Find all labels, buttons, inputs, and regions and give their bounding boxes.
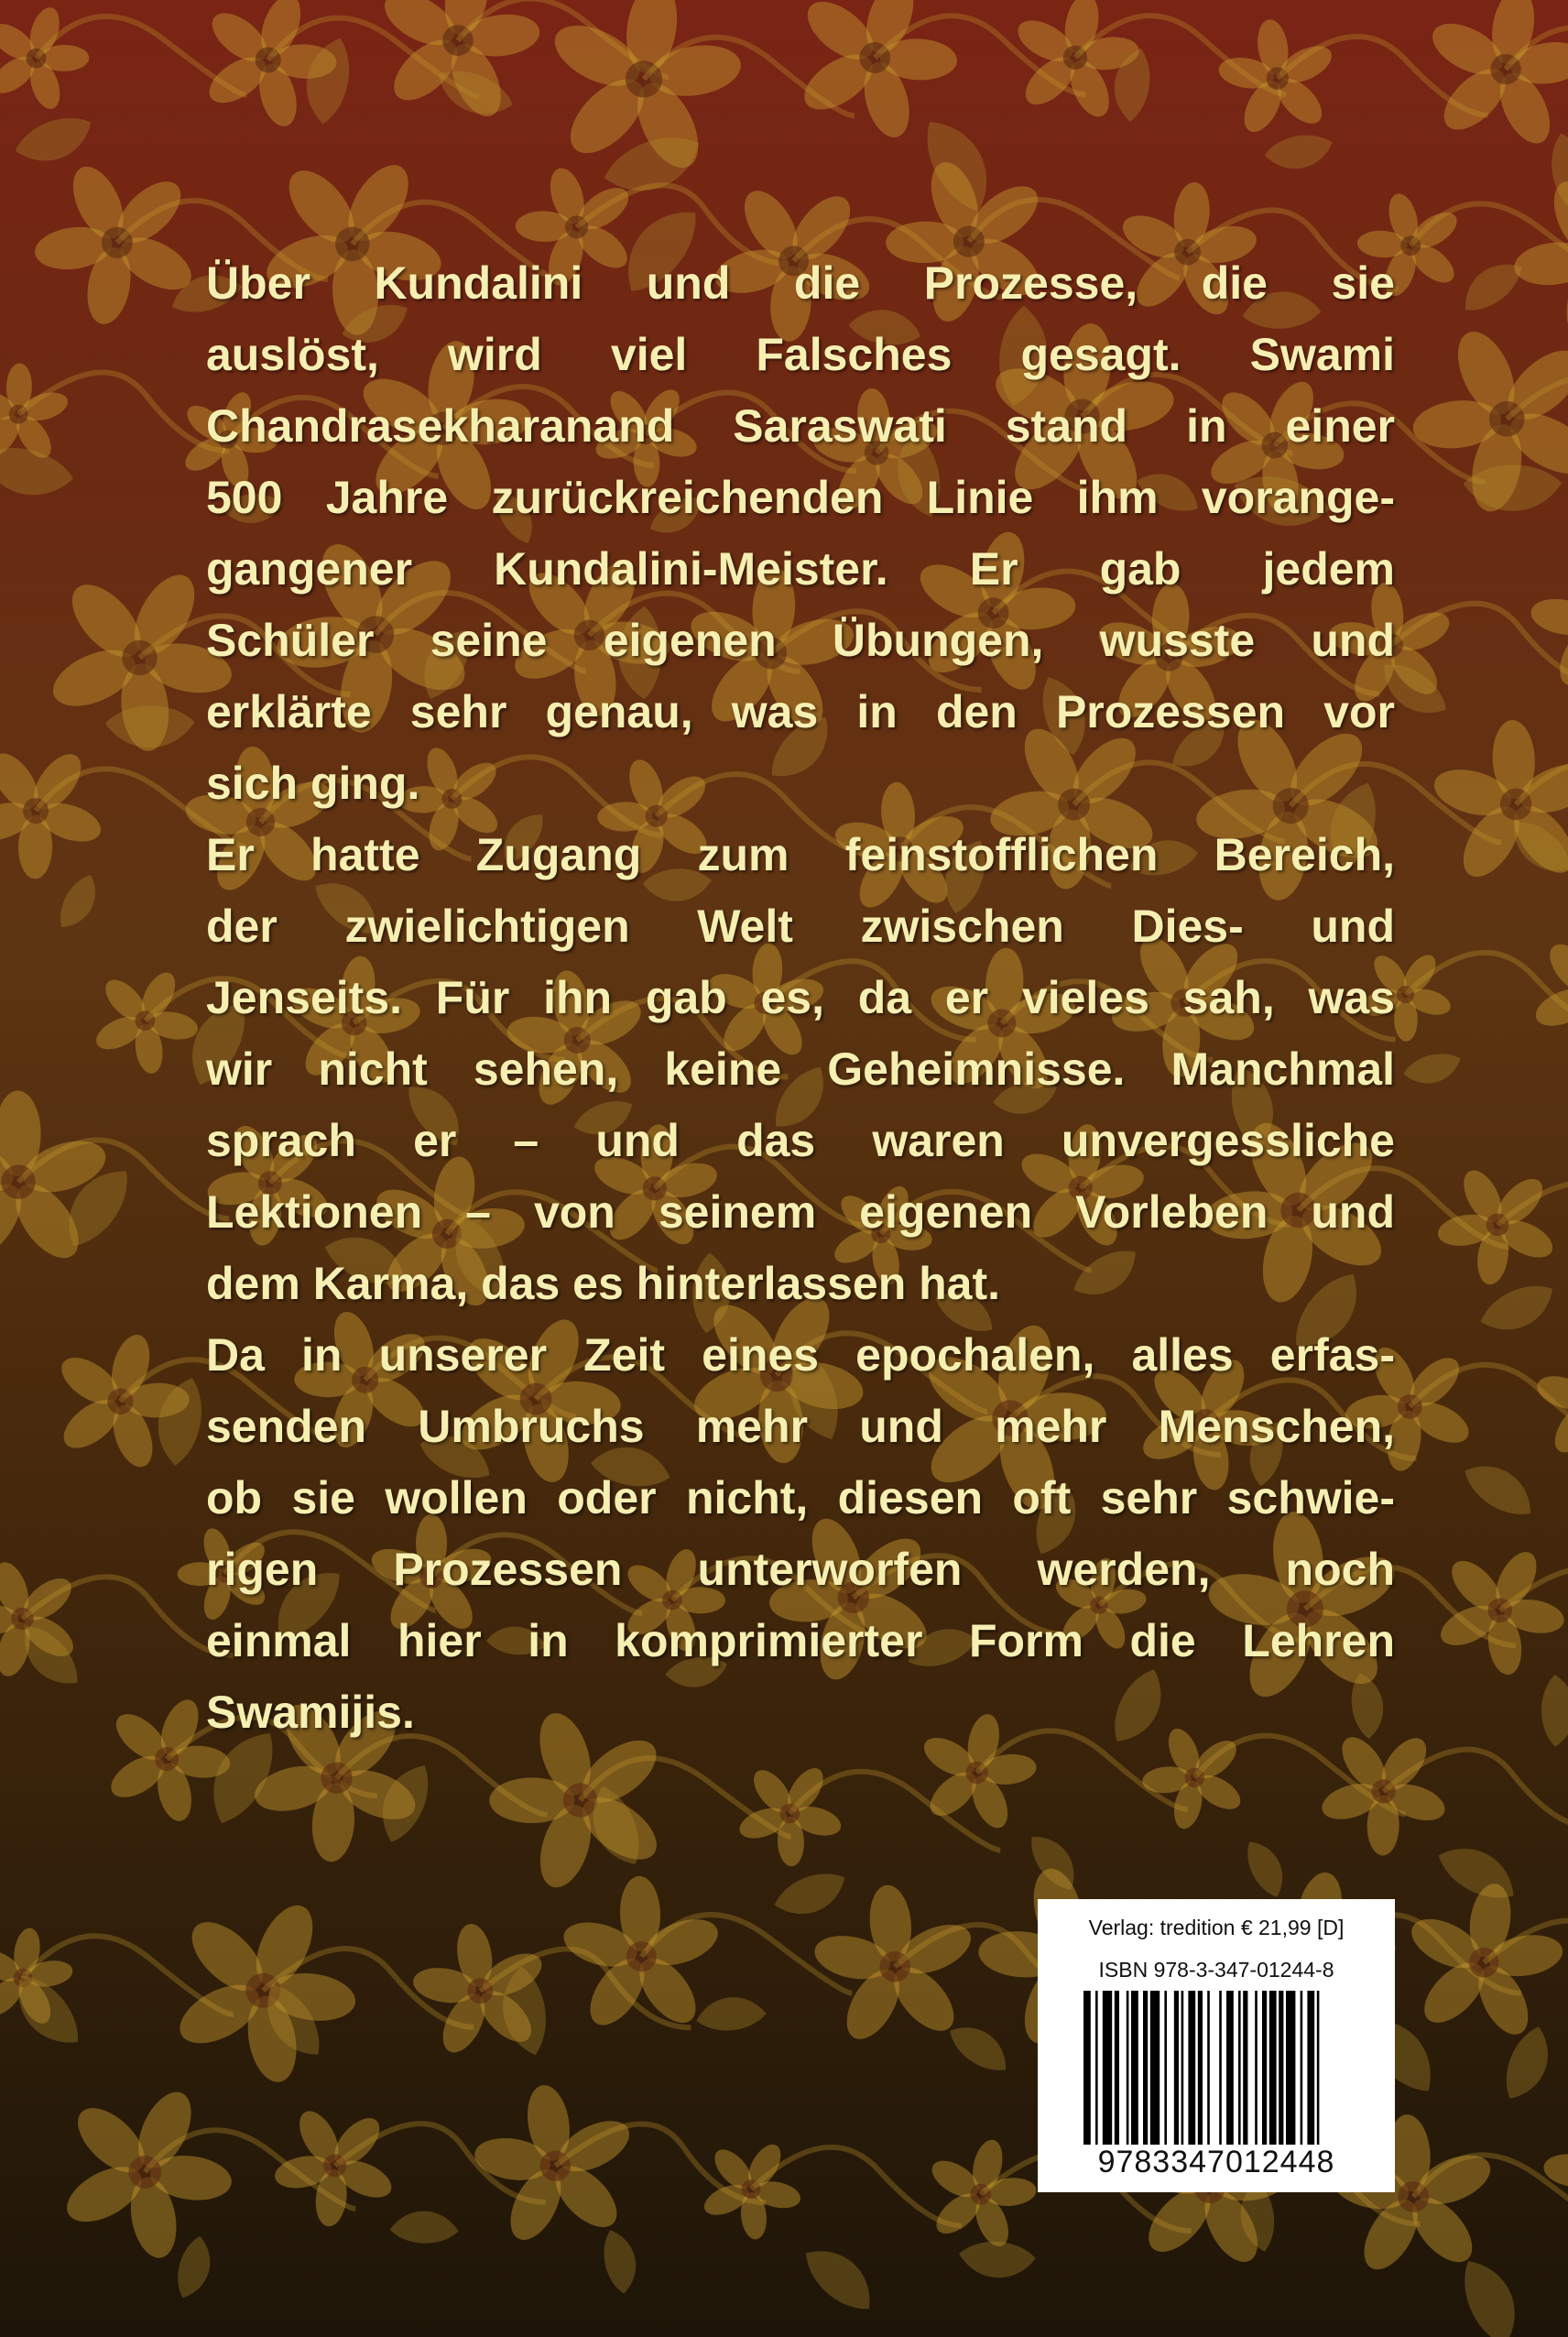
flower-ornament — [0, 715, 133, 905]
blurb-line: Chandrasekharanand Saraswati stand in einer — [206, 400, 1395, 452]
leaf-ornament — [942, 2015, 1017, 2080]
barcode-bar — [1226, 1991, 1234, 2145]
leaf-ornament — [1262, 130, 1336, 175]
leaf-ornament — [52, 869, 105, 935]
leaf-ornament — [958, 2239, 1037, 2279]
publisher-price: Verlag: tredition € 21,99 [D] — [1088, 1916, 1345, 1939]
leaf-ornament — [1497, 2021, 1559, 2106]
barcode-bar — [1301, 1991, 1303, 2145]
barcode-number: 9783347012448 — [1097, 2145, 1335, 2179]
blurb-line: gangener Kundalini-Meister. Er gab jedem — [206, 543, 1395, 595]
flower-ornament — [1410, 0, 1568, 160]
flower-ornament — [1412, 1522, 1568, 1697]
barcode-bar — [1207, 1991, 1210, 2145]
barcode-bar — [1269, 1991, 1277, 2145]
leaf-ornament — [105, 705, 195, 748]
leaf-ornament — [694, 1993, 768, 2034]
blurb-line: Er hatte Zugang zum feinstofflichen Bereich, — [206, 829, 1395, 880]
barcode-bar — [1255, 1991, 1258, 2145]
leaf-ornament — [769, 1864, 853, 1925]
barcode-bar — [1181, 1991, 1184, 2145]
leaf-ornament — [1541, 1675, 1568, 1747]
blurb-line: dem Karma, das es hinterlassen hat. — [206, 1258, 1001, 1309]
barcode-bar — [1103, 1991, 1112, 2145]
blurb-line: Lektionen – von seinem eigenen Vorleben und — [206, 1186, 1395, 1238]
blurb-line: 500 Jahre zurückreichenden Linie ihm vorange- — [206, 472, 1395, 523]
leaf-ornament — [1239, 1834, 1292, 1902]
blurb-line: Schüler seine eigenen Übungen, wusste und — [206, 615, 1395, 666]
barcode-bar — [1150, 1991, 1160, 2145]
blurb-line: senden Umbruchs mehr und mehr Menschen, — [206, 1401, 1395, 1452]
blurb-line: sich ging. — [206, 758, 420, 809]
leaf-ornament — [1400, 1048, 1465, 1090]
leaf-ornament — [598, 2226, 641, 2296]
flower-ornament — [359, 0, 557, 135]
barcode-bar — [1286, 1991, 1295, 2145]
barcode-bar — [1262, 1991, 1267, 2145]
blurb-line: Über Kundalini und die Prozesse, die sie — [206, 257, 1395, 309]
barcode-bar — [1219, 1991, 1222, 2145]
blurb-line: erklärte sehr genau, was in den Prozessen vor — [206, 686, 1395, 737]
flower-ornament — [1508, 907, 1568, 1079]
leaf-ornament — [10, 108, 99, 172]
blurb-line: sprach er – und das waren unvergessliche — [206, 1115, 1395, 1166]
blurb-line: Jenseits. Für ihn gab es, da er vieles sah, was — [206, 972, 1395, 1023]
blurb-line: rigen Prozessen unterworfen werden, noch — [206, 1544, 1395, 1595]
blurb-line: einmal hier in komprimierter Form die Lehren — [206, 1615, 1395, 1666]
blurb-line: Swamijis. — [206, 1687, 415, 1738]
leaf-ornament — [389, 2211, 459, 2244]
barcode-bar — [1317, 1991, 1320, 2145]
barcode-bar — [1115, 1991, 1119, 2145]
isbn-label: ISBN 978-3-347-01244-8 — [1098, 1958, 1334, 1982]
blurb-line: ob sie wollen oder nicht, diesen oft sehr schwie- — [206, 1472, 1395, 1523]
barcode-bar — [1198, 1991, 1203, 2145]
flower-ornament — [1375, 284, 1568, 551]
blurb-line: der zwielichtigen Welt zwischen Dies- und — [206, 901, 1395, 952]
leaf-ornament — [171, 2233, 217, 2302]
flower-ornament — [1522, 2086, 1568, 2263]
leaf-ornament — [1475, 1275, 1562, 1342]
blurb-text — [206, 247, 1395, 1748]
barcode-bar — [1174, 1991, 1179, 2145]
barcode-bar — [1143, 1991, 1148, 2145]
barcode-bar — [1307, 1991, 1314, 2145]
barcode-bar — [1127, 1991, 1129, 2145]
barcode-bar — [1243, 1991, 1247, 2145]
leaf-ornament — [796, 2235, 885, 2321]
barcode-bar — [1279, 1991, 1283, 2145]
barcode-bar — [1131, 1991, 1138, 2145]
barcode-bar — [1083, 1991, 1091, 2145]
barcode-bars — [1083, 1991, 1349, 2156]
flower-ornament — [1391, 1872, 1568, 2050]
flower-ornament — [1413, 1138, 1568, 1309]
barcode-bar — [1164, 1991, 1167, 2145]
blurb-line: wir nicht sehen, keine Geheimnisse. Manchmal — [206, 1043, 1395, 1095]
flower-ornament — [1410, 693, 1568, 914]
barcode-bar — [1188, 1991, 1195, 2145]
blurb-line: Da in unserer Zeit eines epochalen, alles erfas- — [206, 1329, 1395, 1381]
barcode-bar — [1095, 1991, 1098, 2145]
blurb-line: auslöst, wird viel Falsches gesagt. Swami — [206, 329, 1395, 380]
leaf-ornament — [1457, 1452, 1543, 1525]
flower-ornament — [1532, 1343, 1568, 1460]
leaf-ornament — [1453, 2251, 1529, 2337]
barcode-bar — [1238, 1991, 1241, 2145]
barcode-label — [1038, 1899, 1395, 2192]
